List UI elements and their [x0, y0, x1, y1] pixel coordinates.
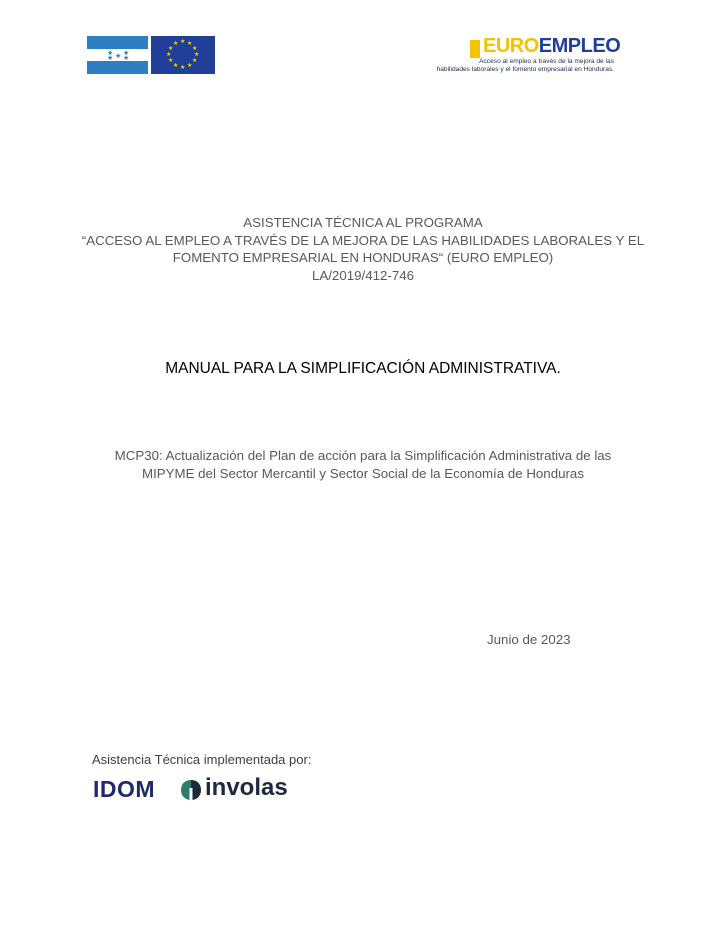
program-heading [0, 214, 726, 284]
subtitle-line-1: MCP30: Actualización del Plan de acción para la Simplificación Administrativa de las [114, 448, 612, 463]
euroempleo-logo [436, 34, 621, 78]
implemented-by-label: Asistencia Técnica implementada por: [92, 752, 312, 767]
involas-logo: involas [205, 774, 288, 801]
logo-tagline: Acceso al empleo a través de la mejora de las habilidades laborales y el fomento empresarial en Honduras. [436, 58, 614, 73]
logo-wordmark: EUROEMPLEO [483, 35, 621, 57]
heading-line-1: ASISTENCIA TÉCNICA AL PROGRAMA [243, 215, 483, 230]
honduras-flag-logo: ★ ★ ★ ★ ★ [87, 36, 148, 74]
heading-line-4: LA/2019/412-746 [311, 267, 415, 283]
document-title: MANUAL PARA LA SIMPLIFICACIÓN ADMINISTRATIVA. [165, 360, 561, 377]
involas-leaf-icon [180, 779, 202, 801]
logo-accent-bar [470, 40, 480, 58]
idom-logo: IDOM [93, 776, 156, 802]
subtitle-line-2: MIPYME del Sector Mercantil y Sector Social de la Economía de Honduras [142, 466, 584, 481]
eu-flag-logo: ★ ★ ★ ★ ★ ★ ★ ★ ★ ★ ★ ★ [151, 36, 215, 74]
document-date: Junio de 2023 [487, 632, 571, 647]
heading-line-3: FOMENTO EMPRESARIAL EN HONDURAS“ (EURO EMPLEO) [172, 250, 554, 265]
heading-line-2: “ACCESO AL EMPLEO A TRAVÉS DE LA MEJORA DE LAS HABILIDADES LABORALES Y EL [81, 232, 645, 248]
document-subtitle [0, 447, 726, 483]
